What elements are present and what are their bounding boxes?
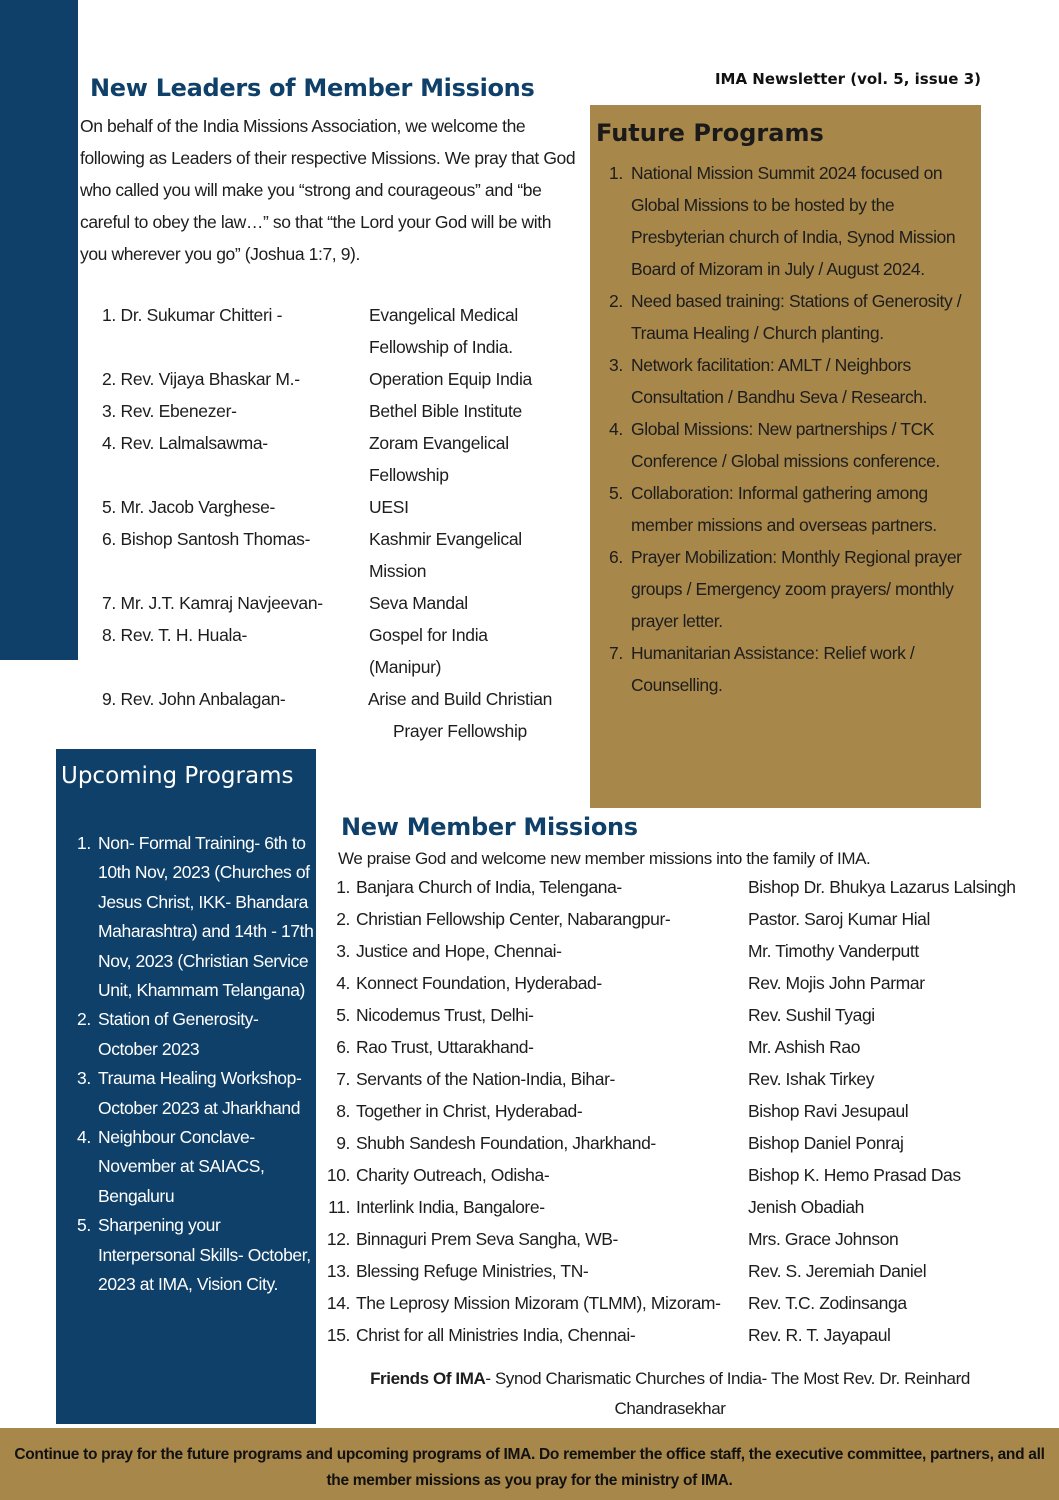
member-mission-item: [326, 1133, 1051, 1165]
member-leader: Bishop Daniel Ponraj: [748, 1133, 904, 1153]
member-leader: Rev. Sushil Tyagi: [748, 1005, 875, 1025]
member-leader: Mr. Ashish Rao: [748, 1037, 861, 1057]
item-number: 3.: [609, 355, 623, 375]
item-number: 13.: [326, 1261, 350, 1281]
leader-org: Evangelical Medical Fellowship of India.: [369, 305, 518, 357]
upcoming-programs-box: [56, 749, 316, 1424]
item-number: 11.: [328, 1197, 350, 1217]
item-text: National Mission Summit 2024 focused on Global Missions to be hosted by the Presbyterian church of India, Synod Mission Board of Mizoram in July / August 2024.: [631, 163, 956, 279]
upcoming-programs-title: Upcoming Programs: [61, 763, 294, 789]
member-leader: Rev. Mojis John Parmar: [748, 973, 925, 993]
item-number: 6.: [609, 547, 623, 567]
leaders-section-title: New Leaders of Member Missions: [90, 74, 535, 102]
member-leader: Bishop Dr. Bhukya Lazarus Lalsingh: [748, 877, 1016, 897]
new-members-title: New Member Missions: [341, 813, 638, 841]
member-mission-item: [326, 1101, 1051, 1133]
new-members-intro: We praise God and welcome new member missions into the family of IMA.: [338, 849, 871, 868]
item-text: Network facilitation: AMLT / Neighbors Consultation / Bandhu Seva / Research.: [631, 355, 928, 407]
leader-org: UESI: [369, 497, 409, 517]
member-org: Christian Fellowship Center, Nabarangpur-: [356, 909, 671, 929]
member-leader: Rev. S. Jeremiah Daniel: [748, 1261, 927, 1281]
member-org: Konnect Foundation, Hyderabad-: [356, 973, 602, 993]
leader-name: 3. Rev. Ebenezer-: [102, 401, 237, 421]
item-text: Global Missions: New partnerships / TCK Conference / Global missions conference.: [631, 419, 940, 471]
member-mission-item: [326, 909, 1051, 941]
member-org: Blessing Refuge Ministries, TN-: [356, 1261, 589, 1281]
future-program-item: [609, 285, 977, 349]
member-mission-item: [326, 877, 1051, 909]
upcoming-programs-list: [77, 829, 314, 1300]
member-mission-item: [326, 1325, 1051, 1357]
friends-of-ima: [345, 1364, 995, 1424]
item-number: 6.: [336, 1037, 350, 1057]
item-text: Non- Formal Training- 6th to 10th Nov, 2023 (Churches of Jesus Christ, IKK- Bhandara Maharashtra) and 14th - 17th Nov, 2023 (Christian Service Unit, Khammam Telangana): [98, 833, 314, 1001]
newsletter-label: IMA Newsletter (vol. 5, issue 3): [714, 70, 981, 88]
member-org: Christ for all Ministries India, Chennai-: [356, 1325, 636, 1345]
future-programs-box: [590, 105, 981, 808]
member-org: Servants of the Nation-India, Bihar-: [356, 1069, 615, 1089]
future-program-item: [609, 349, 977, 413]
member-mission-item: [326, 973, 1051, 1005]
member-mission-item: [326, 1197, 1051, 1229]
upcoming-program-item: [77, 1123, 314, 1211]
member-leader: Rev. Ishak Tirkey: [748, 1069, 875, 1089]
item-text: Station of Generosity- October 2023: [98, 1009, 259, 1059]
leader-name: 2. Rev. Vijaya Bhaskar M.-: [102, 369, 300, 389]
item-number: 3.: [77, 1068, 91, 1089]
item-text: Humanitarian Assistance: Relief work / Counselling.: [631, 643, 915, 695]
item-number: 2.: [609, 291, 623, 311]
item-number: 9.: [336, 1133, 350, 1153]
member-org: Nicodemus Trust, Delhi-: [356, 1005, 534, 1025]
leader-name: 5. Mr. Jacob Varghese-: [102, 497, 276, 517]
item-number: 10.: [326, 1165, 350, 1185]
leader-name: 8. Rev. T. H. Huala-: [102, 625, 248, 645]
future-program-item: [609, 477, 977, 541]
member-org: Justice and Hope, Chennai-: [356, 941, 562, 961]
item-text: Neighbour Conclave- November at SAIACS, Bengaluru: [98, 1127, 265, 1206]
member-mission-item: [326, 1165, 1051, 1197]
item-number: 5.: [336, 1005, 350, 1025]
member-org: The Leprosy Mission Mizoram (TLMM), Mizoram-: [356, 1293, 721, 1313]
item-number: 2.: [336, 909, 350, 929]
leaders-intro: On behalf of the India Missions Association, we welcome the following as Leaders of their respective Missions. We pray that God who called you will make you “strong and courageous” and “be careful to obey the law…” so that “the Lord your God will be with you wherever you go” (Joshua 1:7, 9).: [80, 116, 576, 264]
member-leader: Pastor. Saroj Kumar Hial: [748, 909, 931, 929]
leader-org: Arise and Build Christian Prayer Fellowship: [367, 689, 553, 741]
member-org: Banjara Church of India, Telengana-: [356, 877, 622, 897]
leader-org: Bethel Bible Institute: [369, 401, 522, 421]
member-leader: Rev. T.C. Zodinsanga: [748, 1293, 907, 1313]
item-text: Prayer Mobilization: Monthly Regional prayer groups / Emergency zoom prayers/ monthly prayer letter.: [631, 547, 962, 631]
future-programs-list: [609, 157, 977, 701]
decorative-navy-bar: [0, 0, 78, 660]
member-org: Charity Outreach, Odisha-: [356, 1165, 550, 1185]
member-leader: Bishop Ravi Jesupaul: [748, 1101, 909, 1121]
leader-org: Zoram Evangelical Fellowship: [369, 433, 509, 485]
leader-name: 6. Bishop Santosh Thomas-: [102, 529, 311, 549]
upcoming-program-item: [77, 1211, 314, 1299]
item-number: 1.: [609, 163, 623, 183]
item-number: 1.: [77, 833, 91, 853]
future-program-item: [609, 413, 977, 477]
item-number: 5.: [609, 483, 623, 503]
item-number: 7.: [336, 1069, 350, 1089]
leader-org: Operation Equip India: [369, 369, 532, 389]
item-text: Collaboration: Informal gathering among member missions and overseas partners.: [631, 483, 937, 535]
member-mission-item: [326, 1261, 1051, 1293]
member-org: Shubh Sandesh Foundation, Jharkhand-: [356, 1133, 656, 1153]
leader-org: Kashmir Evangelical Mission: [369, 529, 522, 581]
member-org: Rao Trust, Uttarakhand-: [356, 1037, 534, 1057]
bottom-prayer-banner: [0, 1428, 1059, 1500]
item-number: 4.: [609, 419, 623, 439]
member-leader: Mrs. Grace Johnson: [748, 1229, 899, 1249]
member-mission-item: [326, 1229, 1051, 1261]
member-mission-item: [326, 1069, 1051, 1101]
member-org: Together in Christ, Hyderabad-: [356, 1101, 583, 1121]
leader-name: 9. Rev. John Anbalagan-: [102, 689, 286, 709]
item-number: 1.: [336, 877, 350, 897]
future-program-item: [609, 637, 977, 701]
item-number: 8.: [336, 1101, 350, 1121]
friends-text: - Synod Charismatic Churches of India- The Most Rev. Dr. Reinhard Chandrasekhar: [485, 1369, 970, 1418]
member-mission-item: [326, 1005, 1051, 1037]
item-text: Trauma Healing Workshop- October 2023 at Jharkhand: [98, 1068, 302, 1118]
friends-label: Friends Of IMA: [370, 1369, 486, 1388]
upcoming-program-item: [77, 829, 314, 1005]
item-number: 12.: [326, 1229, 350, 1249]
future-programs-title: Future Programs: [596, 119, 824, 147]
item-number: 14.: [326, 1293, 350, 1313]
prayer-request-text: Continue to pray for the future programs and upcoming programs of IMA. Do remember the office staff, the executive committee, partners, and all the member missions as you pray for the ministry of IMA.: [14, 1446, 1045, 1489]
member-mission-item: [326, 941, 1051, 973]
item-text: Sharpening your Interpersonal Skills- October, 2023 at IMA, Vision City.: [98, 1215, 311, 1295]
member-leader: Rev. R. T. Jayapaul: [748, 1325, 891, 1345]
item-number: 5.: [77, 1215, 91, 1236]
leader-org: Seva Mandal: [369, 593, 468, 613]
item-number: 15.: [326, 1325, 350, 1345]
item-number: 7.: [609, 643, 623, 663]
member-org: Interlink India, Bangalore-: [356, 1197, 545, 1217]
member-leader: Jenish Obadiah: [748, 1197, 865, 1217]
leader-name: 7. Mr. J.T. Kamraj Navjeevan-: [102, 593, 323, 613]
upcoming-program-item: [77, 1064, 314, 1123]
leader-name: 1. Dr. Sukumar Chitteri -: [102, 305, 283, 325]
future-program-item: [609, 157, 977, 285]
item-number: 4.: [336, 973, 350, 993]
item-number: 4.: [77, 1127, 91, 1148]
member-leader: Bishop K. Hemo Prasad Das: [748, 1165, 961, 1185]
member-org: Binnaguri Prem Seva Sangha, WB-: [356, 1229, 618, 1249]
leader-org: Gospel for India (Manipur): [369, 625, 488, 677]
item-text: Need based training: Stations of Generosity / Trauma Healing / Church planting.: [631, 291, 962, 343]
item-number: 3.: [336, 941, 350, 961]
member-mission-item: [326, 1037, 1051, 1069]
item-number: 2.: [77, 1009, 91, 1030]
leader-name: 4. Rev. Lalmalsawma-: [102, 433, 268, 453]
future-program-item: [609, 541, 977, 637]
member-leader: Mr. Timothy Vanderputt: [748, 941, 919, 961]
upcoming-program-item: [77, 1005, 314, 1064]
member-mission-item: [326, 1293, 1051, 1325]
